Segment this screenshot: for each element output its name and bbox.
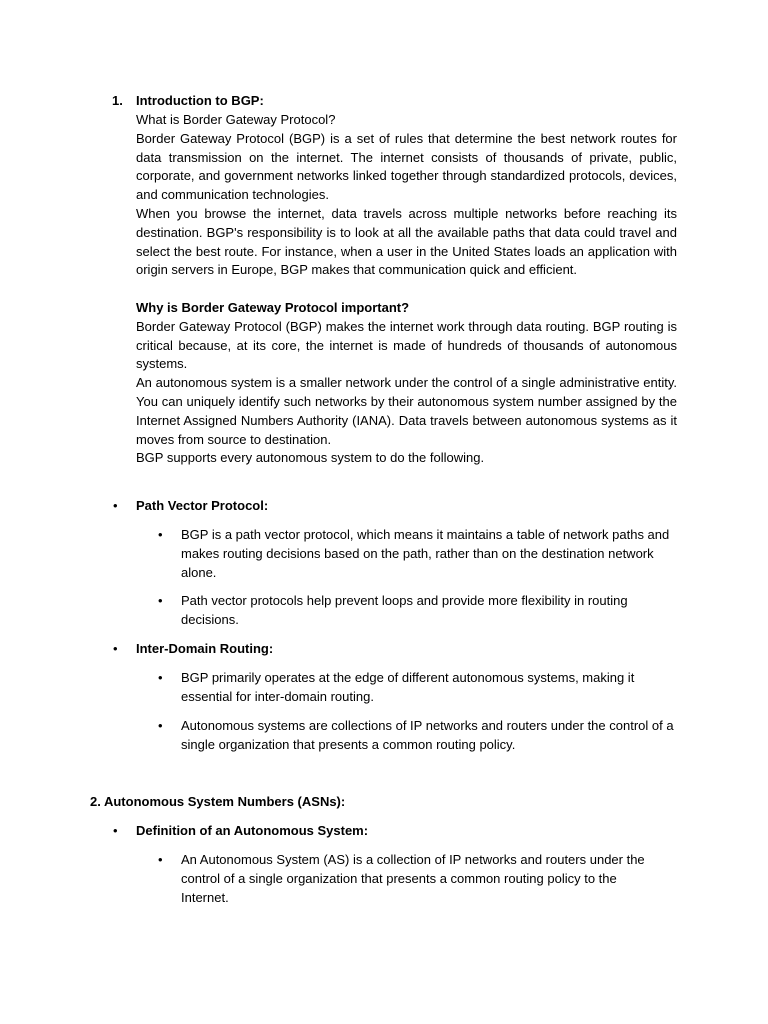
bullet-title-inter-domain: Inter-Domain Routing: — [136, 641, 274, 656]
bullet-title-as-definition: Definition of an Autonomous System: — [136, 823, 369, 838]
bullet-icon: • — [113, 641, 118, 656]
bullet-icon: • — [113, 823, 118, 838]
section-1-paragraph-2: When you browse the internet, data travels across multiple networks before reaching its destination. BGP's responsibility is to look at all the available paths that data could travel and select the best route. For instance, when a user in the United States loads an application with origin servers in Europe, BGP makes that communication quick and efficient. — [136, 205, 677, 278]
section-1-body — [136, 111, 677, 280]
section-1-subheading: What is Border Gateway Protocol? — [136, 112, 336, 127]
inter-domain-item-1: BGP primarily operates at the edge of different autonomous systems, making it essential for inter-domain routing. — [181, 670, 635, 704]
why-paragraph-3: BGP supports every autonomous system to do the following. — [136, 450, 485, 466]
why-important-heading: Why is Border Gateway Protocol important? — [136, 300, 410, 315]
inter-domain-item-2: Autonomous systems are collections of IP networks and routers under the control of a single organization that presents a common routing policy. — [181, 718, 674, 752]
bullet-icon: • — [158, 852, 163, 867]
bullet-icon: • — [158, 670, 163, 685]
section-1-heading: Introduction to BGP: — [136, 93, 264, 108]
bullet-icon: • — [158, 593, 163, 608]
why-paragraph-1: Border Gateway Protocol (BGP) makes the internet work through data routing. BGP routing is critical because, at its core, the internet is made of hundreds of thousands of autonomous systems. — [136, 318, 677, 372]
bullet-title-path-vector: Path Vector Protocol: — [136, 498, 269, 513]
section-1-number: 1. — [112, 93, 123, 108]
why-paragraph-2: An autonomous system is a smaller network under the control of a single administrative entity. You can uniquely identify such networks by their autonomous system number assigned by the Internet Assigned Numbers Authority (IANA). Data travels between autonomous systems as it moves from source to destination. — [136, 375, 677, 447]
path-vector-item-1: BGP is a path vector protocol, which means it maintains a table of network paths and makes routing decisions based on the path, rather than on the destination network alone. — [181, 527, 670, 580]
bullet-icon: • — [158, 527, 163, 542]
section-2-heading: 2. Autonomous System Numbers (ASNs): — [90, 794, 346, 809]
as-definition-item-1: An Autonomous System (AS) is a collection of IP networks and routers under the control of a single organization that presents a common routing policy to the Internet. — [181, 852, 645, 905]
section-1-paragraph-1: Border Gateway Protocol (BGP) is a set of rules that determine the best network routes for data transmission on the internet. The internet consists of thousands of private, public, corporate, and government networks linked together through standardized protocols, devices, and communication technologies. — [136, 130, 677, 203]
path-vector-item-2: Path vector protocols help prevent loops and provide more flexibility in routing decisions. — [181, 593, 628, 627]
why-important-block — [136, 299, 677, 468]
bullet-icon: • — [158, 718, 163, 733]
bullet-icon: • — [113, 498, 118, 513]
